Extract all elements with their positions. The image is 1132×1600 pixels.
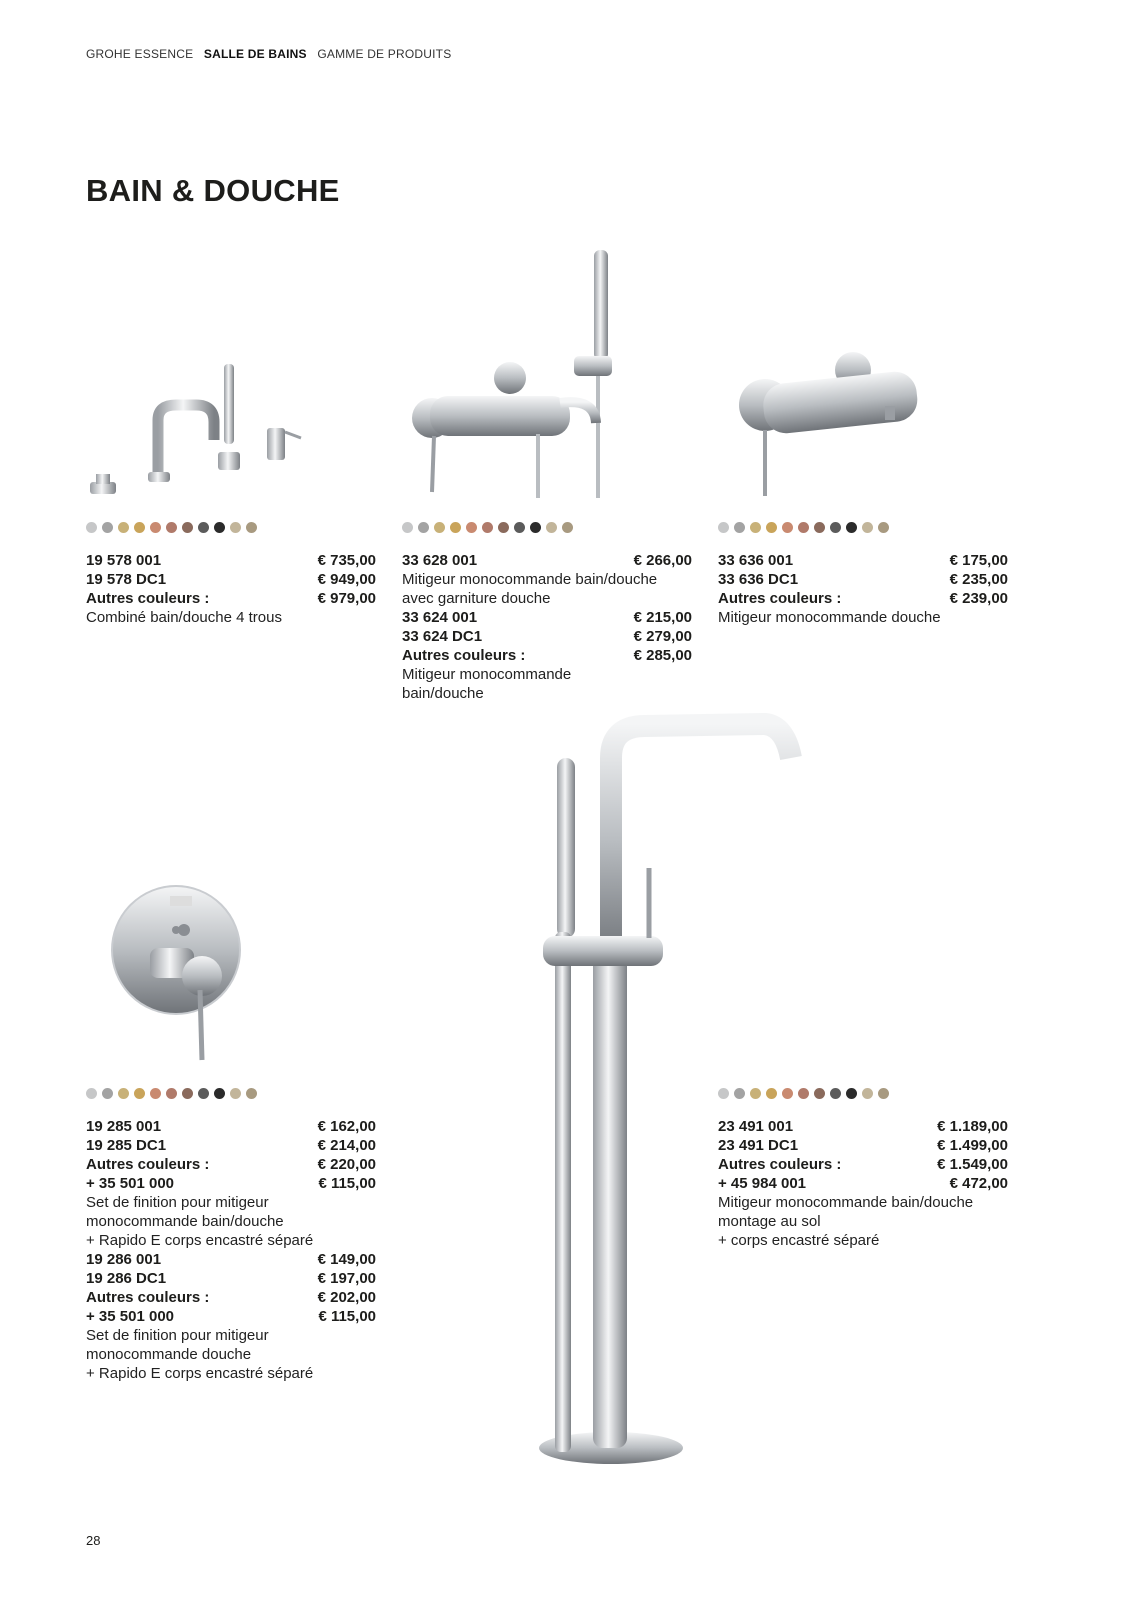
color-swatch	[102, 1088, 113, 1099]
swatch-row-p5	[718, 1088, 889, 1099]
color-swatch	[546, 522, 557, 533]
price-row	[86, 1155, 376, 1174]
product-info-p4	[86, 1117, 376, 1383]
swatch-row-p3	[718, 522, 889, 533]
header-brand: GROHE ESSENCE	[86, 47, 194, 61]
price-row	[402, 551, 692, 570]
price-row	[86, 570, 376, 589]
price-row	[86, 1288, 376, 1307]
color-swatch	[466, 522, 477, 533]
product-price: € 266,00	[633, 552, 692, 569]
color-swatch	[798, 522, 809, 533]
color-swatch	[418, 522, 429, 533]
color-swatch	[562, 522, 573, 533]
color-swatch	[214, 522, 225, 533]
product-reference: 33 636 001	[718, 552, 794, 569]
product-reference: Autres couleurs :	[86, 590, 210, 607]
product-price: € 220,00	[317, 1156, 376, 1173]
color-swatch	[862, 522, 873, 533]
color-swatch	[766, 522, 777, 533]
color-swatch	[450, 522, 461, 533]
product-price: € 175,00	[949, 552, 1008, 569]
product-description: + Rapido E corps encastré séparé	[86, 1232, 314, 1249]
color-swatch	[134, 522, 145, 533]
color-swatch	[530, 522, 541, 533]
page-header	[86, 47, 451, 61]
color-swatch	[230, 1088, 241, 1099]
color-swatch	[878, 1088, 889, 1099]
color-swatch	[182, 1088, 193, 1099]
product-image-concealed-mixer	[110, 880, 270, 1070]
price-row	[86, 1250, 376, 1269]
color-swatch	[846, 1088, 857, 1099]
color-swatch	[134, 1088, 145, 1099]
color-swatch	[814, 522, 825, 533]
price-row	[86, 1269, 376, 1288]
product-price: € 239,00	[949, 590, 1008, 607]
product-price: € 115,00	[318, 1175, 376, 1192]
price-row	[718, 1174, 1008, 1193]
price-row	[718, 1155, 1008, 1174]
price-row	[402, 646, 692, 665]
product-description: monocommande douche	[86, 1346, 252, 1363]
product-description: Mitigeur monocommande bain/douche	[402, 571, 658, 588]
product-reference: 19 285 001	[86, 1118, 162, 1135]
color-swatch	[482, 522, 493, 533]
product-description: Mitigeur monocommande	[402, 666, 572, 683]
color-swatch	[402, 522, 413, 533]
product-price: € 1.549,00	[937, 1156, 1008, 1173]
page-number: 28	[86, 1533, 101, 1548]
color-swatch	[830, 522, 841, 533]
color-swatch	[830, 1088, 841, 1099]
price-row	[86, 589, 376, 608]
product-reference: Autres couleurs :	[86, 1156, 210, 1173]
product-reference: + 35 501 000	[86, 1175, 175, 1192]
color-swatch	[118, 1088, 129, 1099]
color-swatch	[846, 522, 857, 533]
price-row	[718, 1136, 1008, 1155]
page-title: BAIN & DOUCHE	[86, 173, 340, 208]
product-price: € 472,00	[949, 1175, 1008, 1192]
color-swatch	[246, 1088, 257, 1099]
product-price: € 279,00	[633, 628, 692, 645]
product-image-shower-mixer	[735, 350, 935, 500]
swatch-row-p4	[86, 1088, 257, 1099]
product-description: bain/douche	[402, 685, 484, 702]
product-reference: 33 624 DC1	[402, 628, 483, 645]
price-row	[402, 608, 692, 627]
product-description: Mitigeur monocommande douche	[718, 609, 941, 626]
color-swatch	[214, 1088, 225, 1099]
product-reference: Autres couleurs :	[402, 647, 526, 664]
product-info-p1	[86, 551, 376, 627]
color-swatch	[246, 522, 257, 533]
color-swatch	[434, 522, 445, 533]
color-swatch	[750, 522, 761, 533]
product-reference: 23 491 DC1	[718, 1137, 799, 1154]
color-swatch	[734, 1088, 745, 1099]
product-reference: 19 285 DC1	[86, 1137, 167, 1154]
color-swatch	[86, 1088, 97, 1099]
product-reference: + 35 501 000	[86, 1308, 175, 1325]
product-price: € 215,00	[633, 609, 692, 626]
color-swatch	[166, 1088, 177, 1099]
color-swatch	[198, 1088, 209, 1099]
color-swatch	[86, 522, 97, 533]
product-image-bath-4-hole	[86, 360, 316, 510]
product-description: Combiné bain/douche 4 trous	[86, 609, 282, 626]
price-row	[402, 627, 692, 646]
color-swatch	[718, 1088, 729, 1099]
product-reference: 33 624 001	[402, 609, 478, 626]
swatch-row-p1	[86, 522, 257, 533]
color-swatch	[766, 1088, 777, 1099]
product-price: € 115,00	[318, 1308, 376, 1325]
product-price: € 197,00	[317, 1270, 376, 1287]
color-swatch	[734, 522, 745, 533]
color-swatch	[118, 522, 129, 533]
product-reference: 33 636 DC1	[718, 571, 799, 588]
product-price: € 949,00	[317, 571, 376, 588]
color-swatch	[182, 522, 193, 533]
price-row	[86, 1174, 376, 1193]
color-swatch	[514, 522, 525, 533]
product-reference: 19 578 001	[86, 552, 162, 569]
color-swatch	[166, 522, 177, 533]
product-reference: Autres couleurs :	[86, 1289, 210, 1306]
product-description: Set de finition pour mitigeur	[86, 1327, 269, 1344]
color-swatch	[230, 522, 241, 533]
color-swatch	[750, 1088, 761, 1099]
color-swatch	[782, 522, 793, 533]
color-swatch	[798, 1088, 809, 1099]
product-price: € 202,00	[317, 1289, 376, 1306]
product-reference: Autres couleurs :	[718, 1156, 842, 1173]
product-price: € 735,00	[317, 552, 376, 569]
product-description: montage au sol	[718, 1213, 821, 1230]
color-swatch	[102, 522, 113, 533]
product-description: monocommande bain/douche	[86, 1213, 284, 1230]
color-swatch	[718, 522, 729, 533]
color-swatch	[782, 1088, 793, 1099]
color-swatch	[198, 522, 209, 533]
product-reference: 19 286 DC1	[86, 1270, 167, 1287]
price-row	[718, 551, 1008, 570]
product-reference: 33 628 001	[402, 552, 478, 569]
color-swatch	[862, 1088, 873, 1099]
price-row	[718, 589, 1008, 608]
product-price: € 162,00	[317, 1118, 376, 1135]
product-reference: 23 491 001	[718, 1118, 794, 1135]
color-swatch	[878, 522, 889, 533]
price-row	[718, 1117, 1008, 1136]
price-row	[718, 570, 1008, 589]
product-description: avec garniture douche	[402, 590, 551, 607]
product-reference: 19 286 001	[86, 1251, 162, 1268]
product-description: Set de finition pour mitigeur	[86, 1194, 269, 1211]
product-price: € 214,00	[317, 1137, 376, 1154]
color-swatch	[150, 1088, 161, 1099]
product-description: Mitigeur monocommande bain/douche	[718, 1194, 974, 1211]
price-row	[86, 1136, 376, 1155]
header-sub: GAMME DE PRODUITS	[317, 47, 452, 61]
color-swatch	[150, 522, 161, 533]
product-reference: 19 578 DC1	[86, 571, 167, 588]
product-info-p2	[402, 551, 692, 703]
product-price: € 1.499,00	[937, 1137, 1008, 1154]
product-info-p5	[718, 1117, 1008, 1250]
product-info-p3	[718, 551, 1008, 627]
product-price: € 1.189,00	[937, 1118, 1008, 1135]
product-description: + corps encastré séparé	[718, 1232, 880, 1249]
swatch-row-p2	[402, 522, 573, 533]
product-image-bath-mixer-shower	[410, 248, 640, 498]
price-row	[86, 1117, 376, 1136]
color-swatch	[814, 1088, 825, 1099]
product-description: + Rapido E corps encastré séparé	[86, 1365, 314, 1382]
product-price: € 979,00	[317, 590, 376, 607]
product-price: € 285,00	[633, 647, 692, 664]
product-reference: Autres couleurs :	[718, 590, 842, 607]
color-swatch	[498, 522, 509, 533]
product-price: € 149,00	[317, 1251, 376, 1268]
price-row	[86, 1307, 376, 1326]
header-section: SALLE DE BAINS	[203, 47, 307, 61]
price-row	[86, 551, 376, 570]
product-price: € 235,00	[949, 571, 1008, 588]
product-reference: + 45 984 001	[718, 1175, 807, 1192]
